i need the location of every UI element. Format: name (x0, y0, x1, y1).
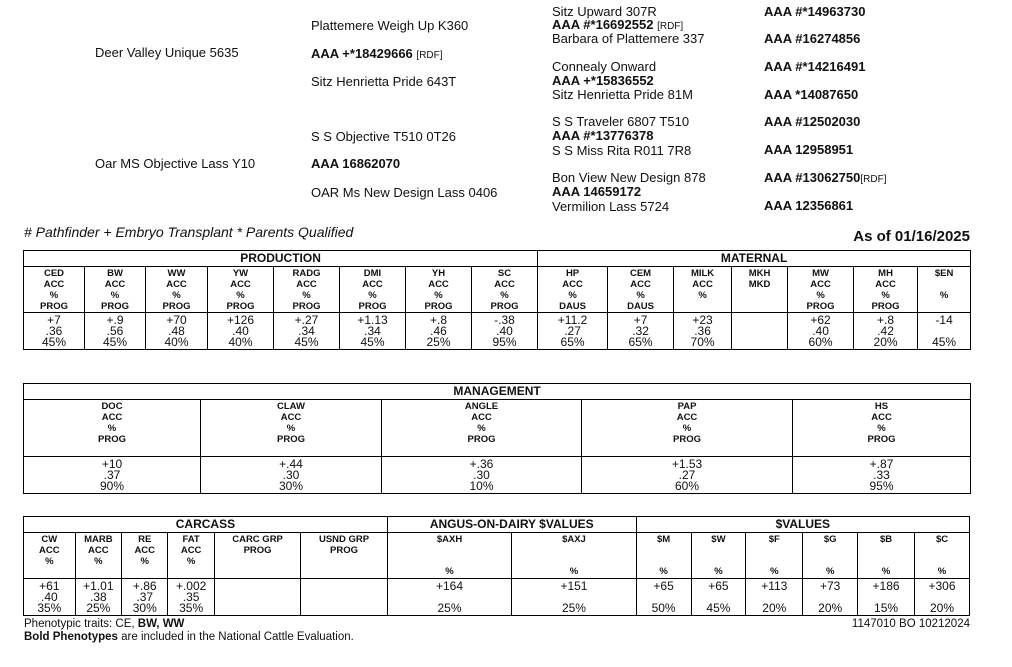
trait-values: +62 .40 60% (788, 313, 854, 350)
dam-sire-name: S S Objective T510 0T26 (311, 129, 457, 144)
gg-name: Sitz Henrietta Pride 81M (552, 87, 693, 102)
trait-values: +.87 .33 95% (793, 457, 971, 494)
trait-header: SC ACC % PROG (472, 267, 538, 313)
sire-sire-name: Plattemere Weigh Up K360 (311, 18, 469, 33)
trait-header: PAP ACC % PROG (582, 400, 793, 457)
trait-values: +.002 .35 35% (168, 579, 214, 616)
trait-values: +70 .48 40% (146, 313, 208, 350)
trait-header: YH ACC % PROG (406, 267, 472, 313)
trait-values: +1.01 .38 25% (75, 579, 121, 616)
trait-values: +.9 .56 45% (85, 313, 146, 350)
trait-header: USND GRP PROG (301, 533, 388, 579)
trait-values: +65 45% (691, 579, 746, 616)
trait-values: +23 .36 70% (674, 313, 732, 350)
gg-registration: AAA #*16692552 [RDF] (552, 17, 684, 32)
dam-registration: AAA 16862070 (311, 156, 401, 171)
trait-header: FAT ACC % (168, 533, 214, 579)
gg-registration: AAA 12356861 (764, 198, 854, 213)
trait-header: MW ACC % PROG (788, 267, 854, 313)
trait-values: +10 .37 90% (24, 457, 201, 494)
trait-values: +7 .32 65% (608, 313, 674, 350)
production-title: PRODUCTION (24, 251, 538, 267)
trait-values: +.8 .46 25% (406, 313, 472, 350)
trait-header: DMI ACC % PROG (340, 267, 406, 313)
trait-header: HS ACC % PROG (793, 400, 971, 457)
trait-header: MARB ACC % (75, 533, 121, 579)
document-code: 1147010 BO 10212024 (851, 618, 970, 630)
gg-name: Sitz Upward 307R (552, 4, 657, 19)
trait-values: -.38 .40 95% (472, 313, 538, 350)
trait-header: $B % (858, 533, 915, 579)
trait-values: +113 20% (746, 579, 803, 616)
maternal-title: MATERNAL (538, 251, 971, 267)
angus-on-dairy-title: ANGUS-ON-DAIRY $VALUES (387, 517, 636, 533)
sire-registration: AAA +*18429666 [RDF] (311, 46, 443, 61)
gg-registration: AAA #*14963730 (764, 4, 866, 19)
trait-values: +186 15% (858, 579, 915, 616)
management-title: MANAGEMENT (24, 384, 971, 400)
gg-registration: AAA #16274856 (764, 31, 861, 46)
gg-name: Vermilion Lass 5724 (552, 199, 670, 214)
production-maternal-table (23, 250, 971, 350)
trait-header: CEM ACC % DAUS (608, 267, 674, 313)
gg-name: S S Miss Rita R011 7R8 (552, 143, 692, 158)
rdf-tag: [RDF] (657, 21, 684, 32)
trait-values: +65 50% (636, 579, 691, 616)
trait-header: CARC GRP PROG (214, 533, 300, 579)
trait-header: $F % (746, 533, 803, 579)
gg-name: Connealy Onward (552, 59, 657, 74)
gg-name: S S Traveler 6807 T510 (552, 114, 690, 129)
as-of-date: As of 01/16/2025 (853, 228, 970, 245)
gg-registration: AAA #13062750[RDF] (764, 170, 887, 185)
trait-values: +1.53 .27 60% (582, 457, 793, 494)
dam-dam-name: OAR Ms New Design Lass 0406 (311, 185, 498, 200)
gg-registration: AAA #*13776378 (552, 128, 654, 143)
gg-registration: AAA #*14216491 (764, 59, 866, 74)
gg-registration: AAA 12958951 (764, 142, 854, 157)
gg-registration: AAA *14087650 (764, 87, 859, 102)
trait-header: RADG ACC % PROG (274, 267, 340, 313)
rdf-tag: [RDF] (416, 50, 443, 61)
trait-header: $C % (915, 533, 970, 579)
trait-header: $W % (691, 533, 746, 579)
dollar-values-title: $VALUES (636, 517, 969, 533)
trait-header: CLAW ACC % PROG (201, 400, 382, 457)
trait-header: MH ACC % PROG (854, 267, 918, 313)
trait-values (301, 579, 388, 616)
trait-values (732, 313, 788, 350)
trait-header: BW ACC % PROG (85, 267, 146, 313)
trait-header: $G % (803, 533, 858, 579)
trait-values: +11.2 .27 65% (538, 313, 608, 350)
gg-registration: AAA #12502030 (764, 114, 861, 129)
trait-header: $AXH % (387, 533, 511, 579)
carcass-values-table (23, 516, 970, 616)
trait-values: +151 25% (512, 579, 636, 616)
gg-name: Bon View New Design 878 (552, 170, 706, 185)
trait-values: +.86 .37 30% (122, 579, 168, 616)
trait-values: +.8 .42 20% (854, 313, 918, 350)
sire-name: Deer Valley Unique 5635 (95, 45, 239, 60)
trait-values: +7 .36 45% (24, 313, 85, 350)
trait-header: MILK ACC % (674, 267, 732, 313)
bold-phenotypes-note: Bold Phenotypes are included in the National Cattle Evaluation. (24, 631, 354, 643)
trait-header: $EN % (918, 267, 971, 313)
trait-values: +.36 .30 10% (382, 457, 582, 494)
trait-header: WW ACC % PROG (146, 267, 208, 313)
trait-header: YW ACC % PROG (208, 267, 274, 313)
trait-header: ANGLE ACC % PROG (382, 400, 582, 457)
rdf-tag: [RDF] (860, 174, 887, 185)
trait-values: +.27 .34 45% (274, 313, 340, 350)
dam-name: Oar MS Objective Lass Y10 (95, 156, 256, 171)
trait-header: MKH MKD (732, 267, 788, 313)
phenotypic-traits-note: Phenotypic traits: CE, BW, WW (24, 618, 185, 630)
trait-values (214, 579, 300, 616)
trait-header: DOC ACC % PROG (24, 400, 201, 457)
trait-header: CW ACC % (24, 533, 76, 579)
sire-dam-name: Sitz Henrietta Pride 643T (311, 74, 457, 89)
trait-values: +306 20% (915, 579, 970, 616)
gg-registration: AAA +*15836552 (552, 73, 654, 88)
trait-values: +126 .40 40% (208, 313, 274, 350)
trait-header: CED ACC % PROG (24, 267, 85, 313)
trait-values: +1.13 .34 45% (340, 313, 406, 350)
trait-values: +164 25% (387, 579, 511, 616)
trait-header: $M % (636, 533, 691, 579)
trait-header: RE ACC % (122, 533, 168, 579)
gg-name: Barbara of Plattemere 337 (552, 31, 705, 46)
legend-note: # Pathfinder + Embryo Transplant * Parents Qualified (24, 224, 354, 240)
management-table (23, 383, 971, 494)
carcass-title: CARCASS (24, 517, 388, 533)
trait-values: +61 .40 35% (24, 579, 76, 616)
trait-header: $AXJ % (512, 533, 636, 579)
trait-values: +.44 .30 30% (201, 457, 382, 494)
gg-registration: AAA 14659172 (552, 184, 642, 199)
trait-values: -14 45% (918, 313, 971, 350)
trait-values: +73 20% (803, 579, 858, 616)
trait-header: HP ACC % DAUS (538, 267, 608, 313)
